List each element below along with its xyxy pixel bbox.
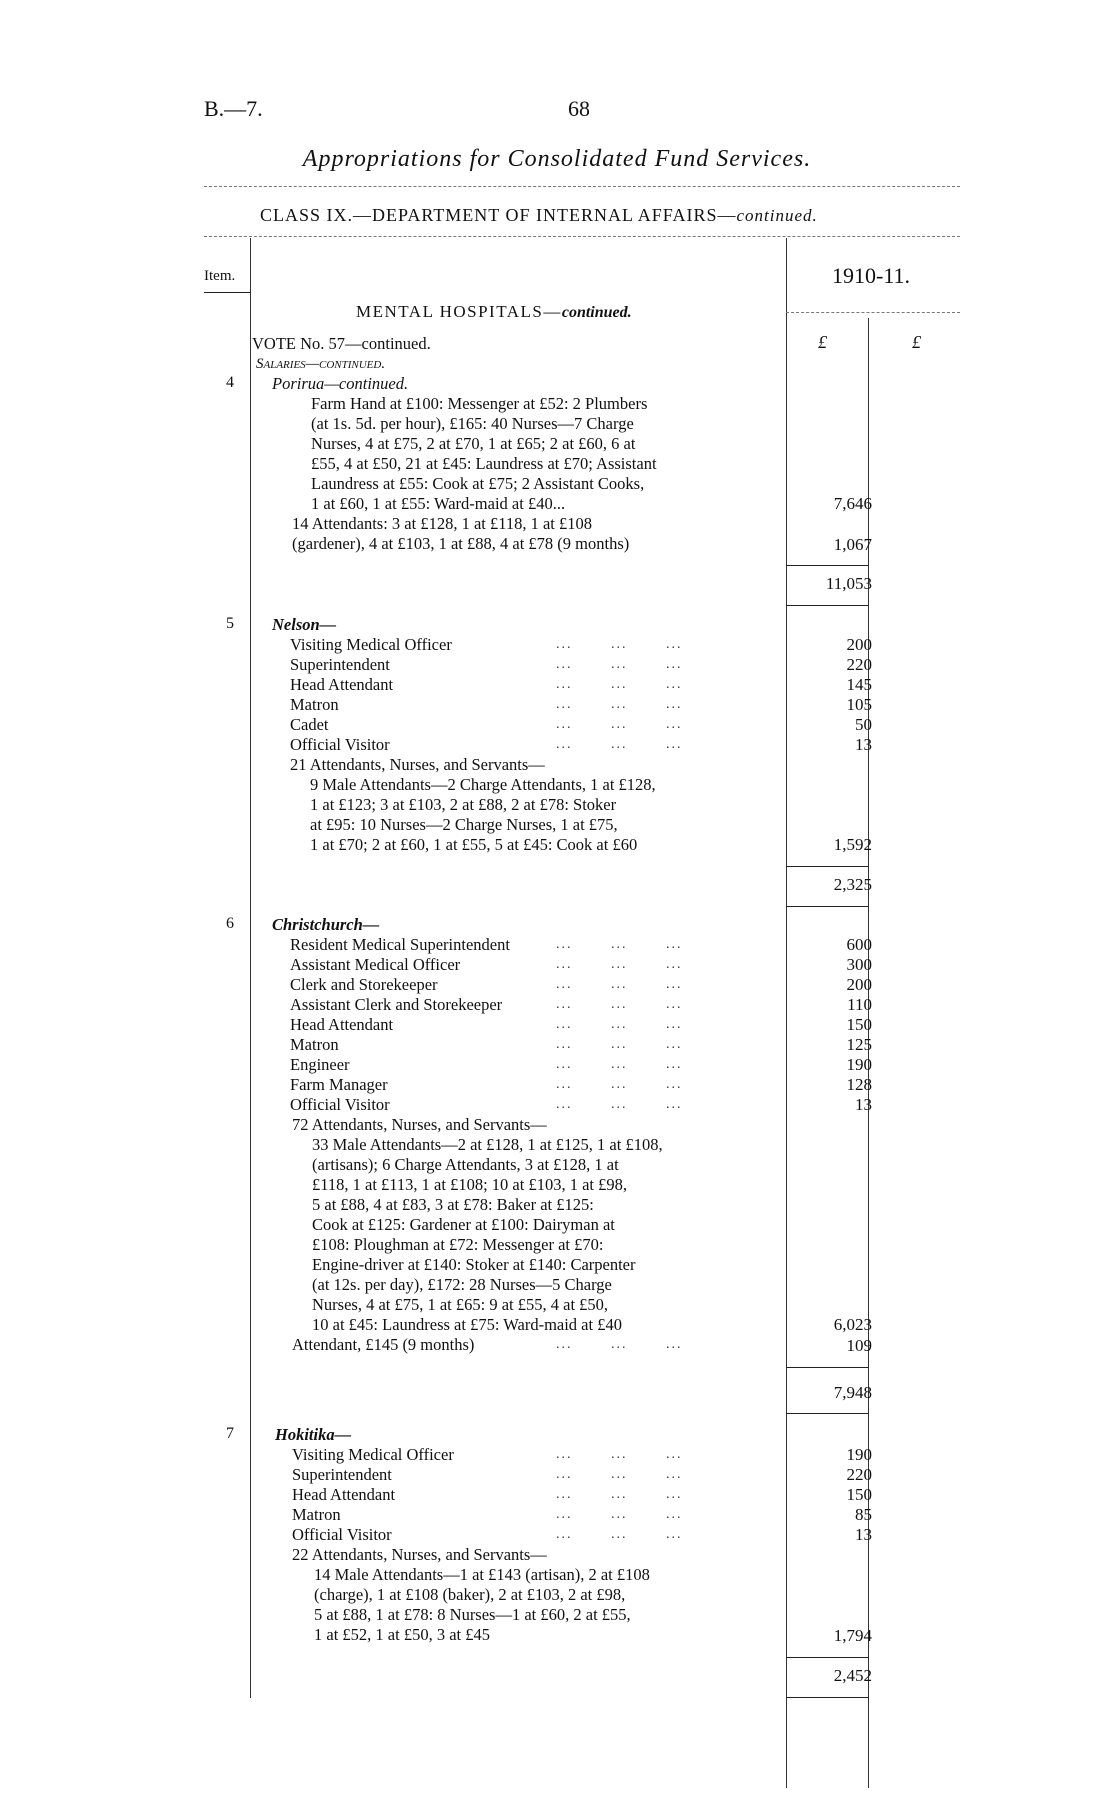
christchurch-row-label: Official Visitor [290,1095,390,1114]
hokitika-row-leader: ... ... ... [556,1447,683,1462]
christchurch-row-amount: 150 [846,1015,872,1034]
hokitika-row-label: Matron [292,1505,341,1524]
christchurch-staff-line: Nurses, 4 at £75, 1 at £65: 9 at £55, 4 at £50, [312,1295,609,1314]
christchurch-row-amount: 600 [846,935,872,954]
nelson-row-amount: 200 [846,635,872,654]
porirua-total-rule-top [786,565,868,566]
hokitika-row-amount: 13 [855,1525,872,1544]
class-heading: CLASS IX.—DEPARTMENT OF INTERNAL AFFAIRS—continued. [260,205,818,225]
christchurch-row-amount: 190 [846,1055,872,1074]
item-column-header: Item. [204,268,236,284]
fiscal-year: 1910-11. [832,263,911,288]
nelson-row-leader: ... ... ... [556,697,683,712]
nelson-total-rule-top [786,866,868,867]
christchurch-row-amount: 300 [846,955,872,974]
porirua-total: 11,053 [825,574,872,593]
christchurch-row-leader: ... ... ... [556,977,683,992]
christchurch-staff-amount: 6,023 [833,1315,872,1334]
porirua-total-rule-bottom [786,605,868,606]
christchurch-extra-leader: ... ... ... [556,1337,683,1352]
christchurch-staff-line: 10 at £45: Laundress at £75: Ward-maid at £40 [312,1315,622,1334]
christchurch-staff-line: Cook at £125: Gardener at £100: Dairyman at [312,1215,615,1234]
nelson-total-rule-bottom [786,906,868,907]
christchurch-staff-line: £108: Ploughman at £72: Messenger at £70: [312,1235,604,1254]
page-number: 68 [568,96,590,121]
porirua-description-line: (at 1s. 5d. per hour), £165: 40 Nurses—7 Charge [311,414,634,433]
christchurch-extra-line: Attendant, £145 (9 months) [292,1335,475,1354]
hokitika-row-amount: 85 [855,1505,872,1524]
nelson-staff-amount: 1,592 [833,835,872,854]
nelson-row-label: Visiting Medical Officer [290,635,452,654]
hokitika-staff-line: 1 at £52, 1 at £50, 3 at £45 [314,1625,490,1644]
hokitika-row-label: Visiting Medical Officer [292,1445,454,1464]
porirua-description-line: 1 at £60, 1 at £55: Ward-maid at £40... [311,494,566,513]
porirua-description-line: Laundress at £55: Cook at £75; 2 Assistant Cooks, [311,474,645,493]
nelson-row-label: Superintendent [290,655,390,674]
christchurch-row-label: Assistant Clerk and Storekeeper [290,995,503,1014]
porirua-attendants-line: (gardener), 4 at £103, 1 at £88, 4 at £78 (9 months) [292,534,630,553]
nelson-row-leader: ... ... ... [556,677,683,692]
christchurch-staff-heading: 72 Attendants, Nurses, and Servants— [292,1115,547,1134]
hokitika-row-label: Official Visitor [292,1525,392,1544]
amount-column-rule-left [786,238,787,1788]
nelson-heading: Nelson— [272,615,337,634]
christchurch-row-amount: 110 [847,995,872,1014]
christchurch-staff-line: Engine-driver at £140: Stoker at £140: Carpenter [312,1255,636,1274]
item-number-nelson: 5 [226,615,234,632]
christchurch-staff-line: £118, 1 at £113, 1 at £108; 10 at £103, 1 at £98, [312,1175,627,1194]
hokitika-row-leader: ... ... ... [556,1507,683,1522]
christchurch-total-rule-top [786,1367,868,1368]
nelson-staff-line: 1 at £123; 3 at £103, 2 at £88, 2 at £78: Stoker [310,795,617,814]
hokitika-total-rule-bottom [786,1697,868,1698]
vote-line: VOTE No. 57—continued. [252,334,431,353]
nelson-staff-line: 1 at £70; 2 at £60, 1 at £55, 5 at £45: Cook at £60 [310,835,638,854]
porirua-description-line: £55, 4 at £50, 21 at £45: Laundress at £70; Assistant [311,454,657,473]
pound-total-header: £ [912,332,921,352]
christchurch-row-label: Matron [290,1035,339,1054]
nelson-row-label: Matron [290,695,339,714]
nelson-row-amount: 50 [855,715,872,734]
nelson-row-amount: 105 [846,695,872,714]
nelson-row-label: Official Visitor [290,735,390,754]
christchurch-extra-amount: 109 [846,1336,872,1355]
title-divider [204,186,960,187]
christchurch-row-leader: ... ... ... [556,997,683,1012]
hokitika-row-leader: ... ... ... [556,1487,683,1502]
hokitika-staff-heading: 22 Attendants, Nurses, and Servants— [292,1545,547,1564]
christchurch-row-leader: ... ... ... [556,1097,683,1112]
item-column-rule [250,238,251,1698]
christchurch-staff-line: (artisans); 6 Charge Attendants, 3 at £128, 1 at [312,1155,619,1174]
nelson-total: 2,325 [833,875,872,894]
hokitika-staff-line: 14 Male Attendants—1 at £143 (artisan), 2 at £108 [314,1565,650,1584]
christchurch-row-amount: 13 [855,1095,872,1114]
christchurch-row-leader: ... ... ... [556,1017,683,1032]
nelson-row-amount: 13 [855,735,872,754]
christchurch-staff-line: 5 at £88, 4 at £83, 3 at £78: Baker at £125: [312,1195,594,1214]
christchurch-row-leader: ... ... ... [556,1057,683,1072]
hokitika-heading: Hokitika— [275,1425,352,1444]
hokitika-row-leader: ... ... ... [556,1467,683,1482]
item-number-porirua: 4 [226,374,234,391]
porirua-amount-staff: 7,646 [833,494,872,513]
christchurch-row-leader: ... ... ... [556,1037,683,1052]
christchurch-total-rule-bottom [786,1413,868,1414]
christchurch-row-leader: ... ... ... [556,937,683,952]
nelson-staff-line: 9 Male Attendants—2 Charge Attendants, 1 at £128, [310,775,656,794]
christchurch-row-leader: ... ... ... [556,1077,683,1092]
christchurch-row-amount: 125 [846,1035,872,1054]
hokitika-staff-line: (charge), 1 at £108 (baker), 2 at £103, 2 at £98, [314,1585,626,1604]
christchurch-row-amount: 128 [846,1075,872,1094]
nelson-row-leader: ... ... ... [556,637,683,652]
nelson-staff-heading: 21 Attendants, Nurses, and Servants— [290,755,545,774]
christchurch-row-label: Head Attendant [290,1015,394,1034]
christchurch-staff-line: 33 Male Attendants—2 at £128, 1 at £125, 1 at £108, [312,1135,663,1154]
nelson-row-amount: 145 [846,675,872,694]
nelson-row-label: Cadet [290,715,329,734]
nelson-row-leader: ... ... ... [556,657,683,672]
hokitika-row-amount: 220 [846,1465,872,1484]
hokitika-staff-line: 5 at £88, 1 at £78: 8 Nurses—1 at £60, 2 at £55, [314,1605,631,1624]
christchurch-row-label: Clerk and Storekeeper [290,975,438,994]
nelson-staff-line: at £95: 10 Nurses—2 Charge Nurses, 1 at £75, [310,815,618,834]
hokitika-total-rule-top [786,1657,868,1658]
porirua-description-line: Nurses, 4 at £75, 2 at £70, 1 at £65; 2 at £60, 6 at [311,434,636,453]
christchurch-row-leader: ... ... ... [556,957,683,972]
christchurch-heading: Christchurch— [272,915,380,934]
hokitika-row-label: Superintendent [292,1465,392,1484]
document-code: B.—7. [204,96,263,121]
page-title: Appropriations for Consolidated Fund Services. [302,146,812,172]
christchurch-row-label: Resident Medical Superintendent [290,935,510,954]
item-number-christchurch: 6 [226,915,234,932]
christchurch-row-label: Engineer [290,1055,350,1074]
porirua-description-line: Farm Hand at £100: Messenger at £52: 2 Plumbers [311,394,648,413]
pound-column-header: £ [818,332,827,352]
hokitika-row-label: Head Attendant [292,1485,396,1504]
hokitika-row-amount: 190 [846,1445,872,1464]
item-header-underline [204,292,250,293]
nelson-row-leader: ... ... ... [556,737,683,752]
christchurch-row-amount: 200 [846,975,872,994]
hokitika-row-amount: 150 [846,1485,872,1504]
salaries-line: Salaries—continued. [256,356,386,372]
class-divider [204,236,960,237]
hokitika-staff-amount: 1,794 [833,1626,872,1645]
nelson-row-leader: ... ... ... [556,717,683,732]
porirua-amount-attendants: 1,067 [833,535,872,554]
porirua-attendants-line: 14 Attendants: 3 at £128, 1 at £118, 1 at £108 [292,514,593,533]
christchurch-row-label: Farm Manager [290,1075,388,1094]
christchurch-total: 7,948 [833,1383,872,1402]
nelson-row-amount: 220 [846,655,872,674]
item-number-hokitika: 7 [226,1425,234,1442]
hokitika-row-leader: ... ... ... [556,1527,683,1542]
hokitika-total: 2,452 [833,1666,872,1685]
section-heading: MENTAL HOSPITALS—continued. [356,302,632,321]
christchurch-row-label: Assistant Medical Officer [290,955,461,974]
porirua-heading: Porirua—continued. [272,374,409,393]
christchurch-staff-line: (at 12s. per day), £172: 28 Nurses—5 Charge [312,1275,612,1294]
nelson-row-label: Head Attendant [290,675,394,694]
year-underline [786,312,960,313]
